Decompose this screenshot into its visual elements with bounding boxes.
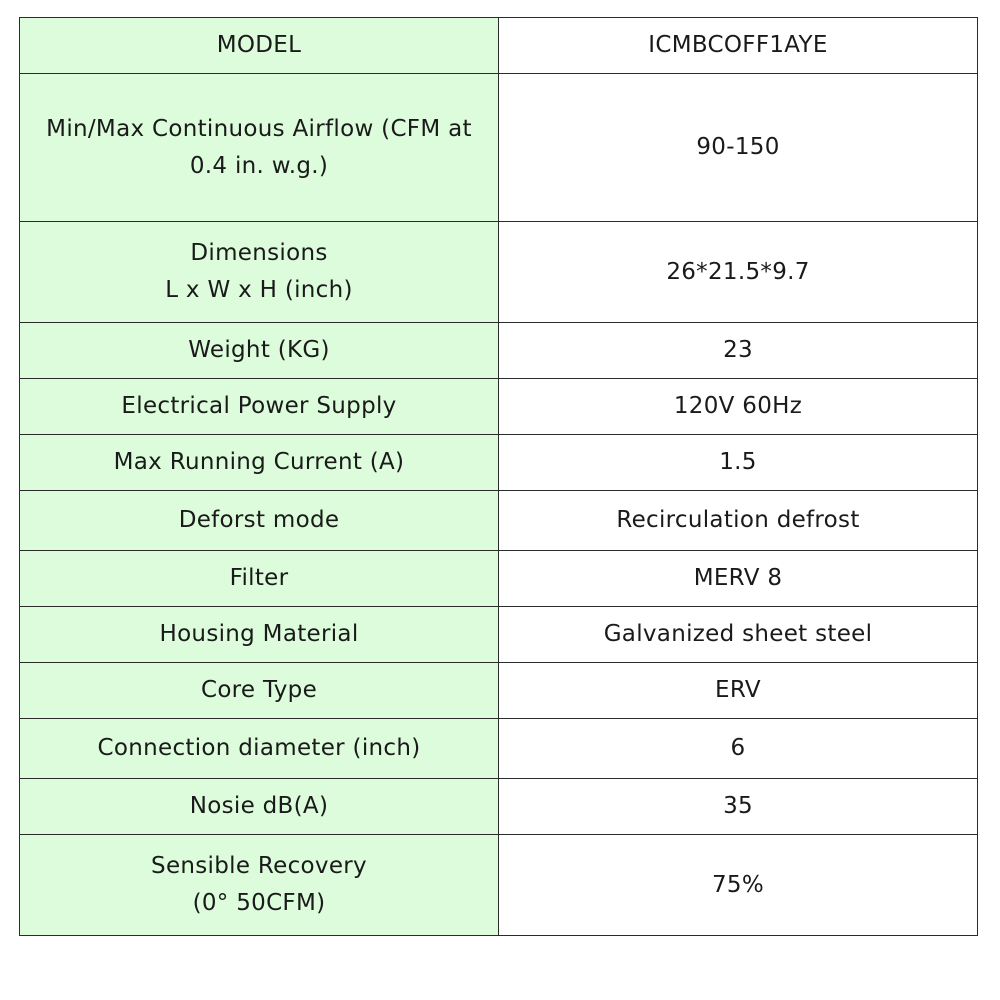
row-label (20, 379, 499, 435)
row-value: 6 (499, 719, 978, 779)
row-value: MERV 8 (499, 551, 978, 607)
table-row (20, 222, 978, 323)
row-value: Recirculation defrost (499, 491, 978, 551)
row-value: 35 (499, 779, 978, 835)
spec-table (19, 17, 978, 936)
row-label (20, 719, 499, 779)
row-label (20, 491, 499, 551)
row-label-line: L x W x H (inch) (165, 277, 353, 303)
row-value: Galvanized sheet steel (499, 607, 978, 663)
row-label-line: 0.4 in. w.g.) (189, 152, 329, 179)
row-label (20, 74, 499, 222)
row-value: ICMBCOFF1AYE (499, 18, 978, 74)
row-label (20, 607, 499, 663)
row-label-line: Weight (KG) (188, 337, 330, 363)
row-value: 75% (499, 835, 978, 936)
row-label-line: Sensible Recovery (151, 853, 367, 879)
table-row (20, 491, 978, 551)
row-label-line: Deforst mode (178, 507, 340, 533)
table-row (20, 607, 978, 663)
row-label (20, 435, 499, 491)
row-value: 120V 60Hz (499, 379, 978, 435)
table-row (20, 719, 978, 779)
row-label-line: MODEL (216, 32, 302, 58)
row-value: 26*21.5*9.7 (499, 222, 978, 323)
table-row (20, 379, 978, 435)
row-label-line: Housing Material (159, 621, 359, 647)
row-value: ERV (499, 663, 978, 719)
row-label (20, 551, 499, 607)
row-label-line: Connection diameter (inch) (97, 735, 421, 761)
row-label (20, 323, 499, 379)
table-row (20, 835, 978, 936)
row-label (20, 663, 499, 719)
row-label-line: Max Running Current (A) (113, 449, 405, 475)
row-label (20, 835, 499, 936)
row-value: 1.5 (499, 435, 978, 491)
table-row (20, 551, 978, 607)
row-label-line: Dimensions (190, 240, 328, 266)
table-row (20, 435, 978, 491)
row-label (20, 222, 499, 323)
table-row (20, 74, 978, 222)
table-row (20, 663, 978, 719)
row-label-line: (0° 50CFM) (192, 890, 326, 916)
row-value: 23 (499, 323, 978, 379)
row-label-line: Min/Max Continuous Airflow (CFM at (46, 115, 472, 142)
row-label-line: Filter (229, 565, 289, 591)
row-label-line: Electrical Power Supply (121, 393, 397, 419)
table-row (20, 18, 978, 74)
row-value: 90-150 (499, 74, 978, 222)
table-row (20, 779, 978, 835)
row-label-line: Nosie dB(A) (189, 793, 329, 819)
row-label (20, 18, 499, 74)
row-label (20, 779, 499, 835)
row-label-line: Core Type (200, 677, 318, 703)
table-row (20, 323, 978, 379)
